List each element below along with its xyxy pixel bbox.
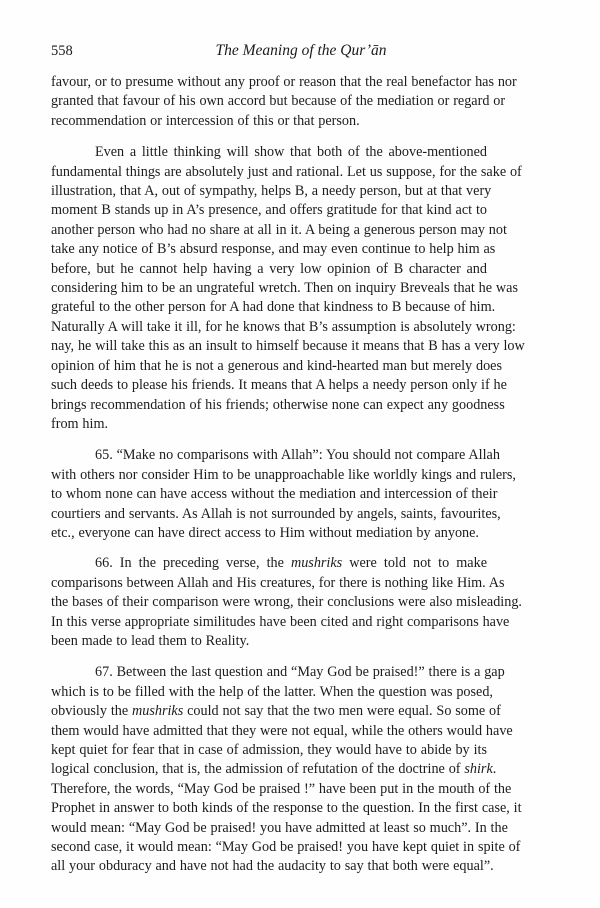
text-line: kept quiet for fear that in case of admission, they would have to abide by its: [51, 742, 487, 758]
text-line: obviously the mushriks could not say that the two men were equal. So some of: [51, 703, 501, 720]
page-header: [51, 40, 551, 64]
italic-term: mushriks: [290, 555, 343, 572]
note-paragraph-65: [51, 446, 516, 543]
running-title: The Meaning of the Qur’ān: [215, 42, 387, 59]
text-line: them would have admitted that they were not equal, while the others would have: [51, 722, 513, 739]
text-line: second case, it would mean: “May God be praised! you have kept quiet in spite of: [51, 839, 521, 856]
text-line: granted that favour of his own accord but because of the mediation or regard or: [51, 93, 506, 110]
text-line: nay, he will take this as an insult to himself because it means that B has a very low: [51, 338, 525, 355]
text-line: before, but he cannot help having a very low opinion of B character and: [51, 260, 487, 277]
italic-term: shirk: [464, 761, 493, 778]
text-line: Therefore, the words, “May God be praised !” have been put in the mouth of the: [51, 780, 512, 797]
text-line: moment B stands up in A’s presence, and offers gratitude for that kind act to: [51, 202, 487, 219]
text-line: recommendation or intercession of this or that person.: [51, 112, 360, 129]
text-line: which is to be filled with the help of the latter. When the question was posed,: [51, 683, 493, 700]
paragraph-gap: [51, 651, 487, 663]
text-line: from him.: [51, 415, 109, 432]
text-line: 67. Between the last question and “May God be praised!” there is a gap: [95, 664, 505, 681]
text-line: take any notice of B’s absurd response, and may even continue to help him as: [51, 241, 496, 258]
text-line: In this verse appropriate similitudes have been cited and right comparisons have: [51, 613, 510, 630]
page-body: [51, 73, 525, 877]
paragraph-gap: [51, 131, 487, 143]
text-line: would mean: “May God be praised! you have admitted at least so much”. In the: [51, 819, 508, 836]
text-line: the bases of their comparison were wrong, their conclusions were also misleading.: [51, 594, 522, 611]
text-line: fundamental things are absolutely just and rational. Let us suppose, for the sake of: [51, 163, 522, 180]
text-line: opinion of him that he is not a generous and kind-hearted man but merely does: [51, 357, 502, 374]
text-line: all your obduracy and have not had the audacity to say that both were equal”.: [51, 858, 494, 875]
italic-term: mushriks: [132, 703, 184, 720]
text-line: courtiers and servants. As Allah is not surrounded by angels, saints, favourites,: [51, 505, 501, 522]
note-paragraph-67: [51, 663, 522, 876]
text-line: another person who had no share at all in it. A being a generous person may not: [51, 221, 507, 238]
text-line: Even a little thinking will show that both of the above-mentioned: [95, 144, 487, 161]
paragraph-gap: [51, 543, 487, 554]
page-number: 558: [51, 43, 73, 59]
paragraph-1: [51, 73, 517, 131]
note-paragraph-66: [51, 554, 522, 651]
text-line: considering him to be an ungrateful wretch. Then on inquiry Breveals that he was: [51, 280, 518, 297]
text-line: grateful to the other person for A had done that kindness to B because of him.: [51, 299, 496, 316]
text-line: been made to lead them to Reality.: [51, 632, 250, 649]
text-line: logical conclusion, that is, the admission of refutation of the doctrine of shirk.: [51, 761, 497, 778]
text-line: with others nor consider Him to be unapproachable like worldly kings and rulers,: [51, 466, 516, 483]
text-line: favour, or to presume without any proof or reason that the real benefactor has nor: [51, 74, 517, 90]
paragraph-gap: [51, 434, 487, 446]
paragraph-2: [51, 143, 525, 434]
text-line: etc., everyone can have direct access to Him without mediation by anyone.: [51, 524, 479, 541]
text-line: such deeds to please his friends. It means that A helps a needy person only if he: [51, 377, 507, 394]
text-line: brings recommendation of his friends; otherwise none can expect any goodness: [51, 396, 505, 413]
text-line: comparisons between Allah and His creatures, for there is nothing like Him. As: [51, 574, 505, 591]
text-line: Prophet in answer to both kinds of the response to the question. In the first case, it: [51, 800, 522, 817]
text-line: illustration, that A, out of sympathy, helps B, a needy person, but at that very: [51, 183, 492, 200]
text-line: Naturally A will take it ill, for he knows that B’s assumption is absolutely wrong:: [51, 318, 516, 335]
text-line: to whom none can have access without the mediation and intercession of their: [51, 486, 498, 503]
text-line: 65. “Make no comparisons with Allah”: You should not compare Allah: [95, 447, 500, 464]
text-line: 66. In the preceding verse, the mushriks were told not to make: [95, 555, 487, 572]
